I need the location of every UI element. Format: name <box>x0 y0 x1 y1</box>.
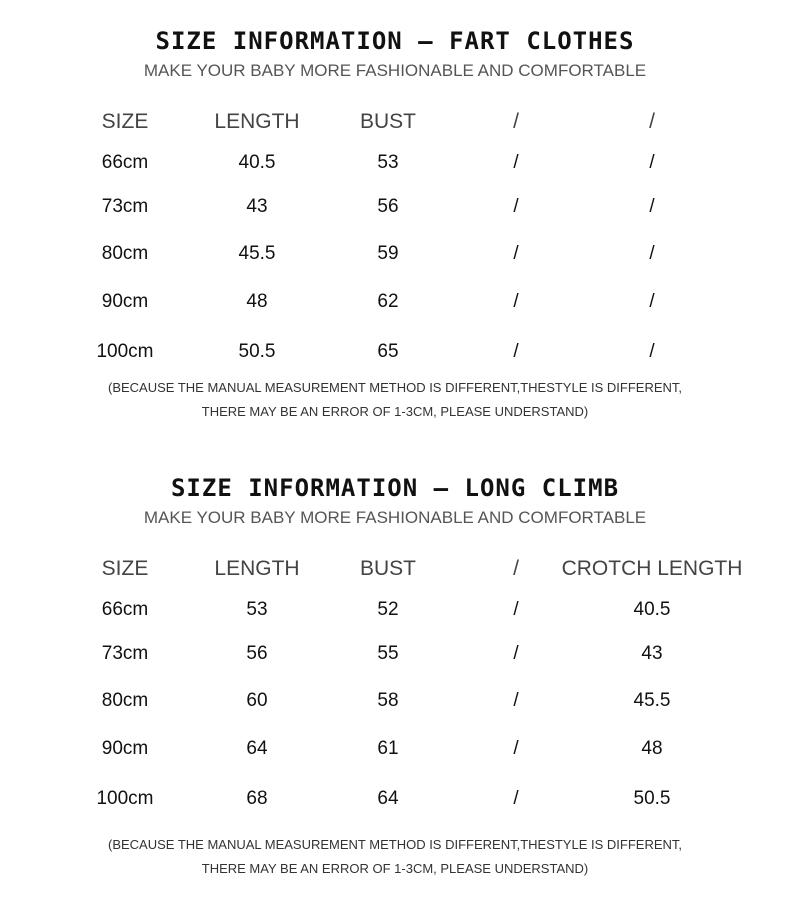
cell-bust: 61 <box>377 738 399 759</box>
cell-length: 48 <box>246 291 268 312</box>
cell-length: 68 <box>246 788 268 809</box>
cell-length: 56 <box>246 643 268 664</box>
cell-col4: / <box>513 341 519 362</box>
cell-size: 80cm <box>101 690 149 711</box>
header-bust: BUST <box>359 110 417 133</box>
cell-length: 43 <box>246 196 268 217</box>
section-subtitle: MAKE YOUR BABY MORE FASHIONABLE AND COMFORTABLE <box>143 61 647 80</box>
cell-col4: / <box>513 152 519 173</box>
cell-bust: 53 <box>377 152 399 173</box>
header-col4: / <box>513 110 519 133</box>
header-crotch-length: CROTCH LENGTH <box>561 557 743 580</box>
measurement-note-line2: THERE MAY BE AN ERROR OF 1-3CM, PLEASE UNDERSTAND) <box>201 404 589 419</box>
cell-col4: / <box>513 196 519 217</box>
cell-bust: 64 <box>377 788 399 809</box>
cell-length: 50.5 <box>238 341 276 362</box>
header-length: LENGTH <box>214 557 300 580</box>
cell-size: 100cm <box>96 341 154 362</box>
cell-col4: / <box>513 643 519 664</box>
cell-length: 64 <box>246 738 268 759</box>
cell-crotch-length: 40.5 <box>633 599 671 620</box>
header-size: SIZE <box>101 557 149 580</box>
cell-length: 60 <box>246 690 268 711</box>
cell-size: 90cm <box>101 291 149 312</box>
section-subtitle: MAKE YOUR BABY MORE FASHIONABLE AND COMFORTABLE <box>143 508 647 527</box>
cell-bust: 52 <box>377 599 399 620</box>
cell-col5: / <box>649 291 655 312</box>
cell-length: 40.5 <box>238 152 276 173</box>
cell-col5: / <box>649 341 655 362</box>
cell-length: 45.5 <box>238 243 276 264</box>
header-bust: BUST <box>359 557 417 580</box>
cell-bust: 62 <box>377 291 399 312</box>
cell-crotch-length: 48 <box>641 738 663 759</box>
cell-bust: 59 <box>377 243 399 264</box>
cell-bust: 65 <box>377 341 399 362</box>
measurement-note-line2: THERE MAY BE AN ERROR OF 1-3CM, PLEASE UNDERSTAND) <box>201 861 589 876</box>
cell-size: 73cm <box>101 196 149 217</box>
cell-bust: 56 <box>377 196 399 217</box>
header-size: SIZE <box>101 110 149 133</box>
cell-bust: 58 <box>377 690 399 711</box>
cell-col4: / <box>513 243 519 264</box>
cell-size: 100cm <box>96 788 154 809</box>
cell-crotch-length: 43 <box>641 643 663 664</box>
header-col5: / <box>649 110 655 133</box>
cell-col4: / <box>513 599 519 620</box>
cell-crotch-length: 50.5 <box>633 788 671 809</box>
cell-col4: / <box>513 291 519 312</box>
cell-size: 66cm <box>101 152 149 173</box>
section-title: SIZE INFORMATION — LONG CLIMB <box>170 474 620 502</box>
section-title: SIZE INFORMATION — FART CLOTHES <box>155 27 635 55</box>
cell-size: 90cm <box>101 738 149 759</box>
measurement-note-line1: (BECAUSE THE MANUAL MEASUREMENT METHOD IS DIFFERENT,THESTYLE IS DIFFERENT, <box>108 380 682 395</box>
cell-crotch-length: 45.5 <box>633 690 671 711</box>
cell-col4: / <box>513 738 519 759</box>
cell-size: 66cm <box>101 599 149 620</box>
header-col4: / <box>513 557 519 580</box>
cell-col5: / <box>649 243 655 264</box>
cell-col5: / <box>649 196 655 217</box>
measurement-note-line1: (BECAUSE THE MANUAL MEASUREMENT METHOD IS DIFFERENT,THESTYLE IS DIFFERENT, <box>108 837 682 852</box>
cell-length: 53 <box>246 599 268 620</box>
cell-col4: / <box>513 690 519 711</box>
header-length: LENGTH <box>214 110 300 133</box>
cell-col5: / <box>649 152 655 173</box>
cell-size: 73cm <box>101 643 149 664</box>
cell-col4: / <box>513 788 519 809</box>
cell-bust: 55 <box>377 643 399 664</box>
cell-size: 80cm <box>101 243 149 264</box>
